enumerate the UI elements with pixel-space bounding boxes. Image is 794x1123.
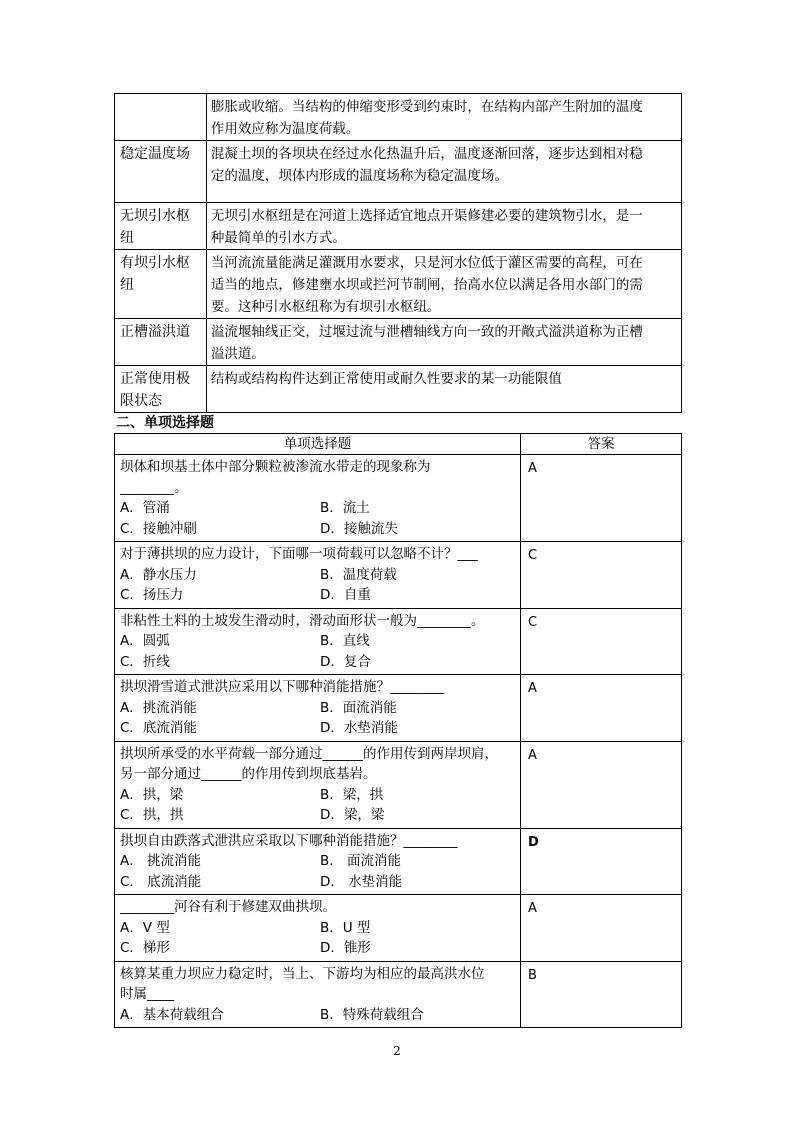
table-header-row xyxy=(115,434,682,455)
answer-option: C．扬压力 xyxy=(120,587,184,603)
answer-option: C．梯形 xyxy=(120,940,170,956)
question-row xyxy=(115,608,682,675)
definition-term: 无坝引水枢纽 xyxy=(115,203,207,250)
definition-line: 溢流堰轴线正交，过堰过流与泄槽轴线方向一致的开敞式溢洪道称为正槽 xyxy=(210,324,643,340)
definition-term: 正常使用极限状态 xyxy=(115,366,207,413)
definition-line: 无坝引水枢纽是在河道上选择适宜地点开渠修建必要的建筑物引水，是一 xyxy=(210,208,643,224)
answer-option: A．圆弧 xyxy=(120,633,170,649)
question-stem: 拱坝滑雪道式泄洪应采用以下哪种消能措施？________ xyxy=(120,679,444,695)
answer-option: B．流土 xyxy=(320,500,370,516)
answer-option: B．面流消能 xyxy=(320,699,397,716)
options-row xyxy=(120,565,520,586)
question-stem: ________。 xyxy=(120,479,188,496)
question-cell xyxy=(115,542,521,609)
answer-option: A．静水压力 xyxy=(120,566,197,583)
options-row xyxy=(120,872,520,893)
question-stem: 核算某重力坝应力稳定时，当上、下游均为相应的最高洪水位 xyxy=(120,965,485,982)
options-row xyxy=(120,519,520,540)
definition-line: 作用效应称为温度荷载。 xyxy=(210,121,360,137)
answer-cell: A xyxy=(521,895,682,962)
definition-term: 正槽溢洪道 xyxy=(115,319,207,366)
definition-row xyxy=(115,203,682,250)
definition-row xyxy=(115,250,682,319)
options-row xyxy=(120,851,520,872)
question-cell xyxy=(115,828,521,895)
options-row xyxy=(120,652,520,673)
answer-cell: C xyxy=(521,542,682,609)
answer-option: B． 面流消能 xyxy=(320,853,402,869)
question-stem: 另一部分通过______的作用传到坝底基岩。 xyxy=(120,766,377,782)
question-cell xyxy=(115,895,521,962)
question-row xyxy=(115,741,682,828)
answer-option: B．梁，拱 xyxy=(320,786,384,803)
definitions-table xyxy=(114,93,682,413)
answer-cell: B xyxy=(521,961,682,1028)
answer-option: C．接触冲刷 xyxy=(120,520,197,537)
answer-option: B．特殊荷载组合 xyxy=(320,1006,424,1023)
question-cell xyxy=(115,675,521,742)
question-stem: 时属____ xyxy=(120,986,174,1002)
answer-cell: C xyxy=(521,608,682,675)
question-row xyxy=(115,895,682,962)
question-row xyxy=(115,961,682,1028)
page-number: 2 xyxy=(393,1044,401,1058)
question-stem: 非粘性土料的土坡发生滑动时，滑动面形状一般为________。 xyxy=(120,612,485,629)
options-row xyxy=(120,631,520,652)
definition-text xyxy=(206,250,681,319)
answer-cell: A xyxy=(521,675,682,742)
options-row xyxy=(120,938,520,959)
answer-option: D．锥形 xyxy=(320,940,371,956)
options-row xyxy=(120,498,520,519)
options-row xyxy=(120,585,520,606)
definition-line: 要。这种引水枢纽称为有坝引水枢纽。 xyxy=(210,299,441,315)
answer-option: C．折线 xyxy=(120,653,170,670)
definition-text xyxy=(206,366,681,413)
answer-option: C．底流消能 xyxy=(120,720,197,736)
definition-text xyxy=(206,141,681,203)
question-cell xyxy=(115,961,521,1028)
answer-option: A．V 型 xyxy=(120,919,170,936)
definition-row xyxy=(115,141,682,203)
definition-row xyxy=(115,319,682,366)
options-row xyxy=(120,698,520,719)
definition-line: 当河流流量能满足灌溉用水要求，只是河水位低于灌区需要的高程，可在 xyxy=(210,255,643,271)
answer-option: B．U 型 xyxy=(320,919,371,936)
answer-option: D．水垫消能 xyxy=(320,720,398,736)
definition-term: 有坝引水枢纽 xyxy=(115,250,207,319)
options-row xyxy=(120,718,520,739)
question-stem: 对于薄拱坝的应力设计，下面哪一项荷载可以忽略不计？___ xyxy=(120,546,478,562)
answer-cell: A xyxy=(521,741,682,828)
answer-option: A．基本荷载组合 xyxy=(120,1006,224,1023)
definition-text xyxy=(206,94,681,141)
definition-line: 膨胀或收缩。当结构的伸缩变形受到约束时，在结构内部产生附加的温度 xyxy=(210,99,643,115)
definition-line: 适当的地点，修建壅水坝或拦河节制闸，抬高水位以满足各用水部门的需 xyxy=(210,277,643,293)
answer-option: C． 底流消能 xyxy=(120,873,202,890)
definition-row xyxy=(115,94,682,141)
answer-option: A．挑流消能 xyxy=(120,699,197,716)
answer-option: C．拱，拱 xyxy=(120,807,184,823)
definition-term: 稳定温度场 xyxy=(115,141,207,203)
question-row xyxy=(115,542,682,609)
question-stem: 拱坝自由跌落式泄洪应采取以下哪种消能措施？________ xyxy=(120,832,458,849)
question-column-header: 单项选择题 xyxy=(115,434,521,455)
answer-option: D．自重 xyxy=(320,587,371,603)
question-row xyxy=(115,675,682,742)
options-row xyxy=(120,805,520,826)
answer-option: D．梁，梁 xyxy=(320,807,385,823)
options-row xyxy=(120,918,520,939)
section-title: 二、单项选择题 xyxy=(116,415,214,431)
answer-option: B．直线 xyxy=(320,633,370,649)
question-stem: 拱坝所承受的水平荷载一部分通过______的作用传到两岸坝肩， xyxy=(120,745,498,762)
question-cell xyxy=(115,608,521,675)
answer-option: A． 挑流消能 xyxy=(120,853,202,869)
definition-line: 种最简单的引水方式。 xyxy=(210,230,346,246)
question-cell xyxy=(115,455,521,542)
question-row xyxy=(115,455,682,542)
question-stem: 坝体和坝基土体中部分颗粒被渗流水带走的现象称为 xyxy=(120,459,431,475)
answer-cell: A xyxy=(521,455,682,542)
answer-option: D．复合 xyxy=(320,653,371,670)
definition-text xyxy=(206,203,681,250)
question-row xyxy=(115,828,682,895)
definition-line: 混凝土坝的各坝块在经过水化热温升后，温度逐渐回落，逐步达到相对稳 xyxy=(210,146,643,162)
answer-option: D．接触流失 xyxy=(320,520,398,537)
question-stem: ________河谷有利于修建双曲拱坝。 xyxy=(120,899,336,915)
answer-column-header: 答案 xyxy=(521,434,682,455)
definition-line: 结构或结构构件达到正常使用或耐久性要求的某一功能限值 xyxy=(210,371,562,387)
definition-line: 定的温度，坝体内形成的温度场称为稳定温度场。 xyxy=(210,168,508,184)
question-cell xyxy=(115,741,521,828)
answer-cell: D xyxy=(521,828,682,895)
answer-option: B．温度荷载 xyxy=(320,566,397,583)
definition-row xyxy=(115,366,682,413)
multiple-choice-table xyxy=(114,433,682,1028)
definition-line: 溢洪道。 xyxy=(210,346,265,362)
answer-option: A．管涌 xyxy=(120,500,170,516)
answer-option: A．拱，梁 xyxy=(120,786,184,803)
definition-text xyxy=(206,319,681,366)
options-row xyxy=(120,1005,520,1026)
options-row xyxy=(120,785,520,806)
definition-term xyxy=(115,94,207,141)
answer-option: D． 水垫消能 xyxy=(320,873,403,890)
